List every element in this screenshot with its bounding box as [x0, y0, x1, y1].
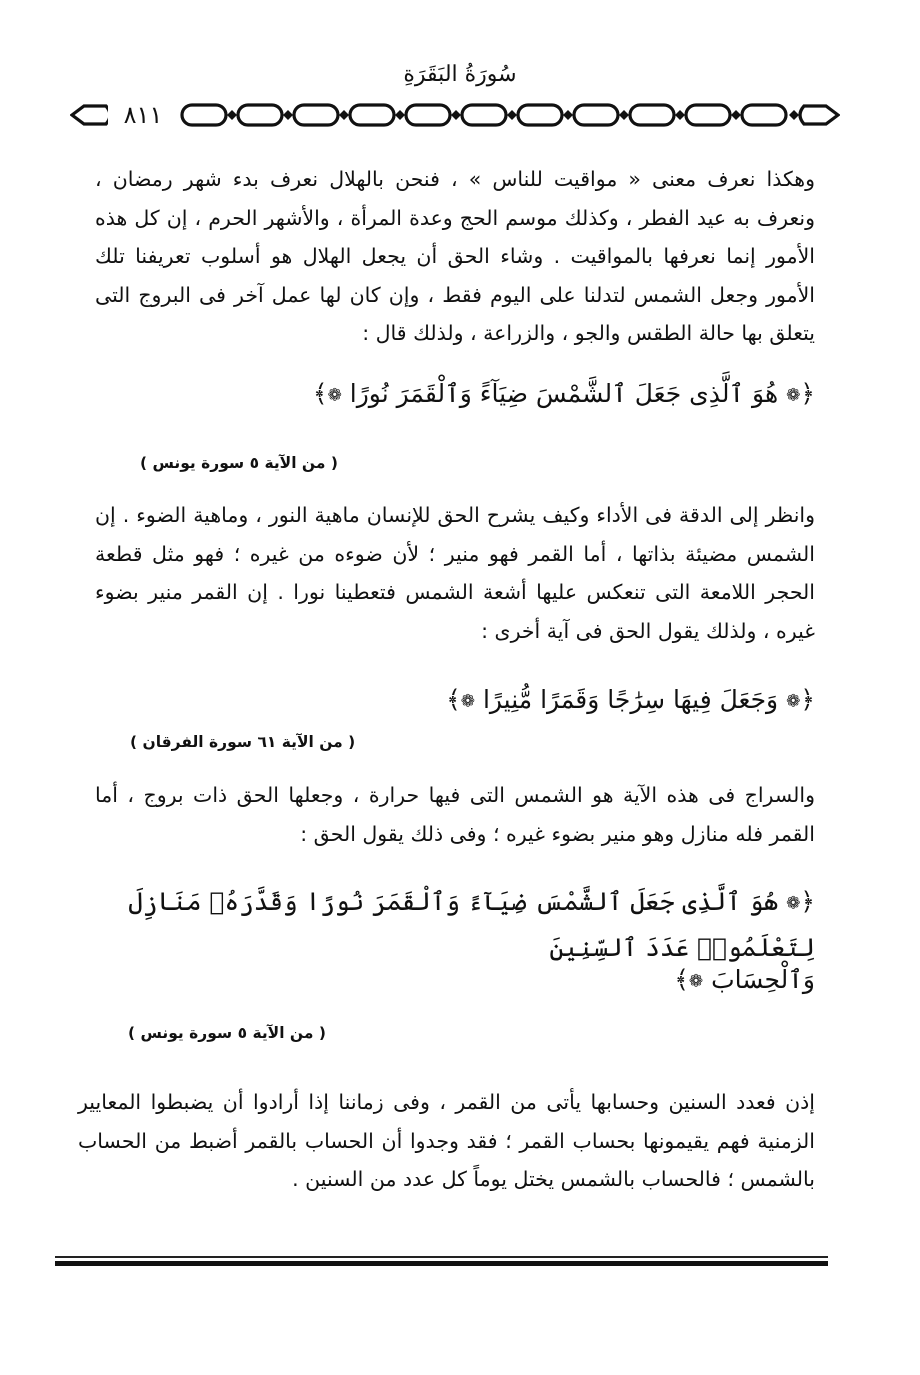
flower-ornament-icon: ❁ [786, 385, 801, 406]
flower-ornament-icon: ❁ [688, 971, 704, 992]
quran-verse-3-line-1 [100, 880, 815, 970]
footer-rule-thick [55, 1261, 828, 1266]
verse-close-bracket: ﴾ [312, 379, 328, 408]
flower-ornament-icon: ❁ [460, 691, 475, 712]
paragraph-1: وهكذا نعرف معنى « مواقيت للناس » ، فنحن بالهلال نعرف بدء شهر رمضان ، ونعرف به عيد الفطر ، وكذلك موسم الحج وعدة المرأة ، والأشهر الحرم ، إن كل هذه الأمور إنما نعرفها بالمواقيت . وشاء الحق أن يجعل الهلال هو أسلوب تعريفنا تلك الأمور وجعل الشمس لتدلنا على اليوم فقط ، وإن كان لها عمل آخر فى البروج التى يتعلق بها حالة الطقس والجو ، والزراعة ، ولذلك قال : [95, 167, 815, 345]
verse-2-text: وَجَعَلَ فِيهَا سِرَٰجًا وَقَمَرًا مُّنِيرًا [482, 685, 779, 714]
header-ornament-band [70, 98, 840, 132]
paragraph-3: والسراج فى هذه الآية هو الشمس التى فيها حرارة ، وجعلها الحق ذات بروج ، أما القمر فله منازل وهو منير بضوء غيره ؛ وفى ذلك يقول الحق : [95, 783, 815, 846]
quran-verse-1 [95, 372, 815, 418]
verse-open-bracket: ﴿ [800, 887, 815, 916]
quran-verse-3-line-2 [100, 958, 815, 1004]
flower-ornament-icon: ❁ [786, 893, 801, 914]
flower-ornament-icon: ❁ [786, 691, 801, 712]
verse-3-text-line-2: وَٱلْحِسَابَ [711, 965, 815, 994]
verse-close-bracket: ﴾ [674, 965, 689, 994]
page-number: ٨١١ [108, 98, 178, 132]
surah-title: سُورَةُ البَقَرَةِ [403, 62, 517, 87]
quran-verse-2 [95, 678, 815, 724]
paragraph-2: وانظر إلى الدقة فى الأداء وكيف يشرح الحق للإنسان ماهية النور ، وماهية الضوء . إن الشمس مضيئة بذاتها ، أما القمر فهو منير ؛ لأن ضوءه من غيره ؛ فهو مثل قطعة الحجر اللامعة التى تنعكس عليها أشعة الشمس فتعطينا نورا . إن القمر منير بضوء غيره ، ولذلك يقول الحق فى آية أخرى : [95, 503, 815, 643]
footer-rule-thin [55, 1256, 828, 1258]
verse-close-bracket: ﴾ [446, 685, 461, 714]
verse-open-bracket: ﴿ [800, 685, 815, 714]
verse-open-bracket: ﴿ [800, 379, 815, 408]
flower-ornament-icon: ❁ [327, 385, 342, 406]
verse-1-text: هُوَ ٱلَّذِى جَعَلَ ٱلشَّمْسَ ضِيَآءً وَٱلْقَمَرَ نُورًا [349, 379, 779, 408]
paragraph-4: إذن فعدد السنين وحسابها يأتى من القمر ، وفى زماننا إذا أرادوا أن يضبطوا المعايير الزمنية فهم يقيمونها بحساب القمر ؛ فقد وجدوا أن الحساب بالقمر أضبط من الحساب بالشمس ؛ فالحساب بالشمس يختل يوماً كل عدد من السنين . [78, 1090, 815, 1191]
verse-3-text-line-1: هُوَ ٱلَّذِى جَعَلَ ٱلشَّمْسَ ضِيَآءً وَٱلْقَمَرَ نُورًا وَقَدَّرَهُۥ مَنَازِلَ لِتَعْلَمُوا۟ عَدَدَ ٱلسِّنِينَ [128, 887, 815, 962]
verse-2-reference: ( من الآية ٦١ سورة الفرقان ) [130, 733, 356, 751]
verse-3-reference: ( من الآية ٥ سورة يونس ) [128, 1024, 326, 1042]
verse-1-reference: ( من الآية ٥ سورة يونس ) [140, 454, 338, 472]
